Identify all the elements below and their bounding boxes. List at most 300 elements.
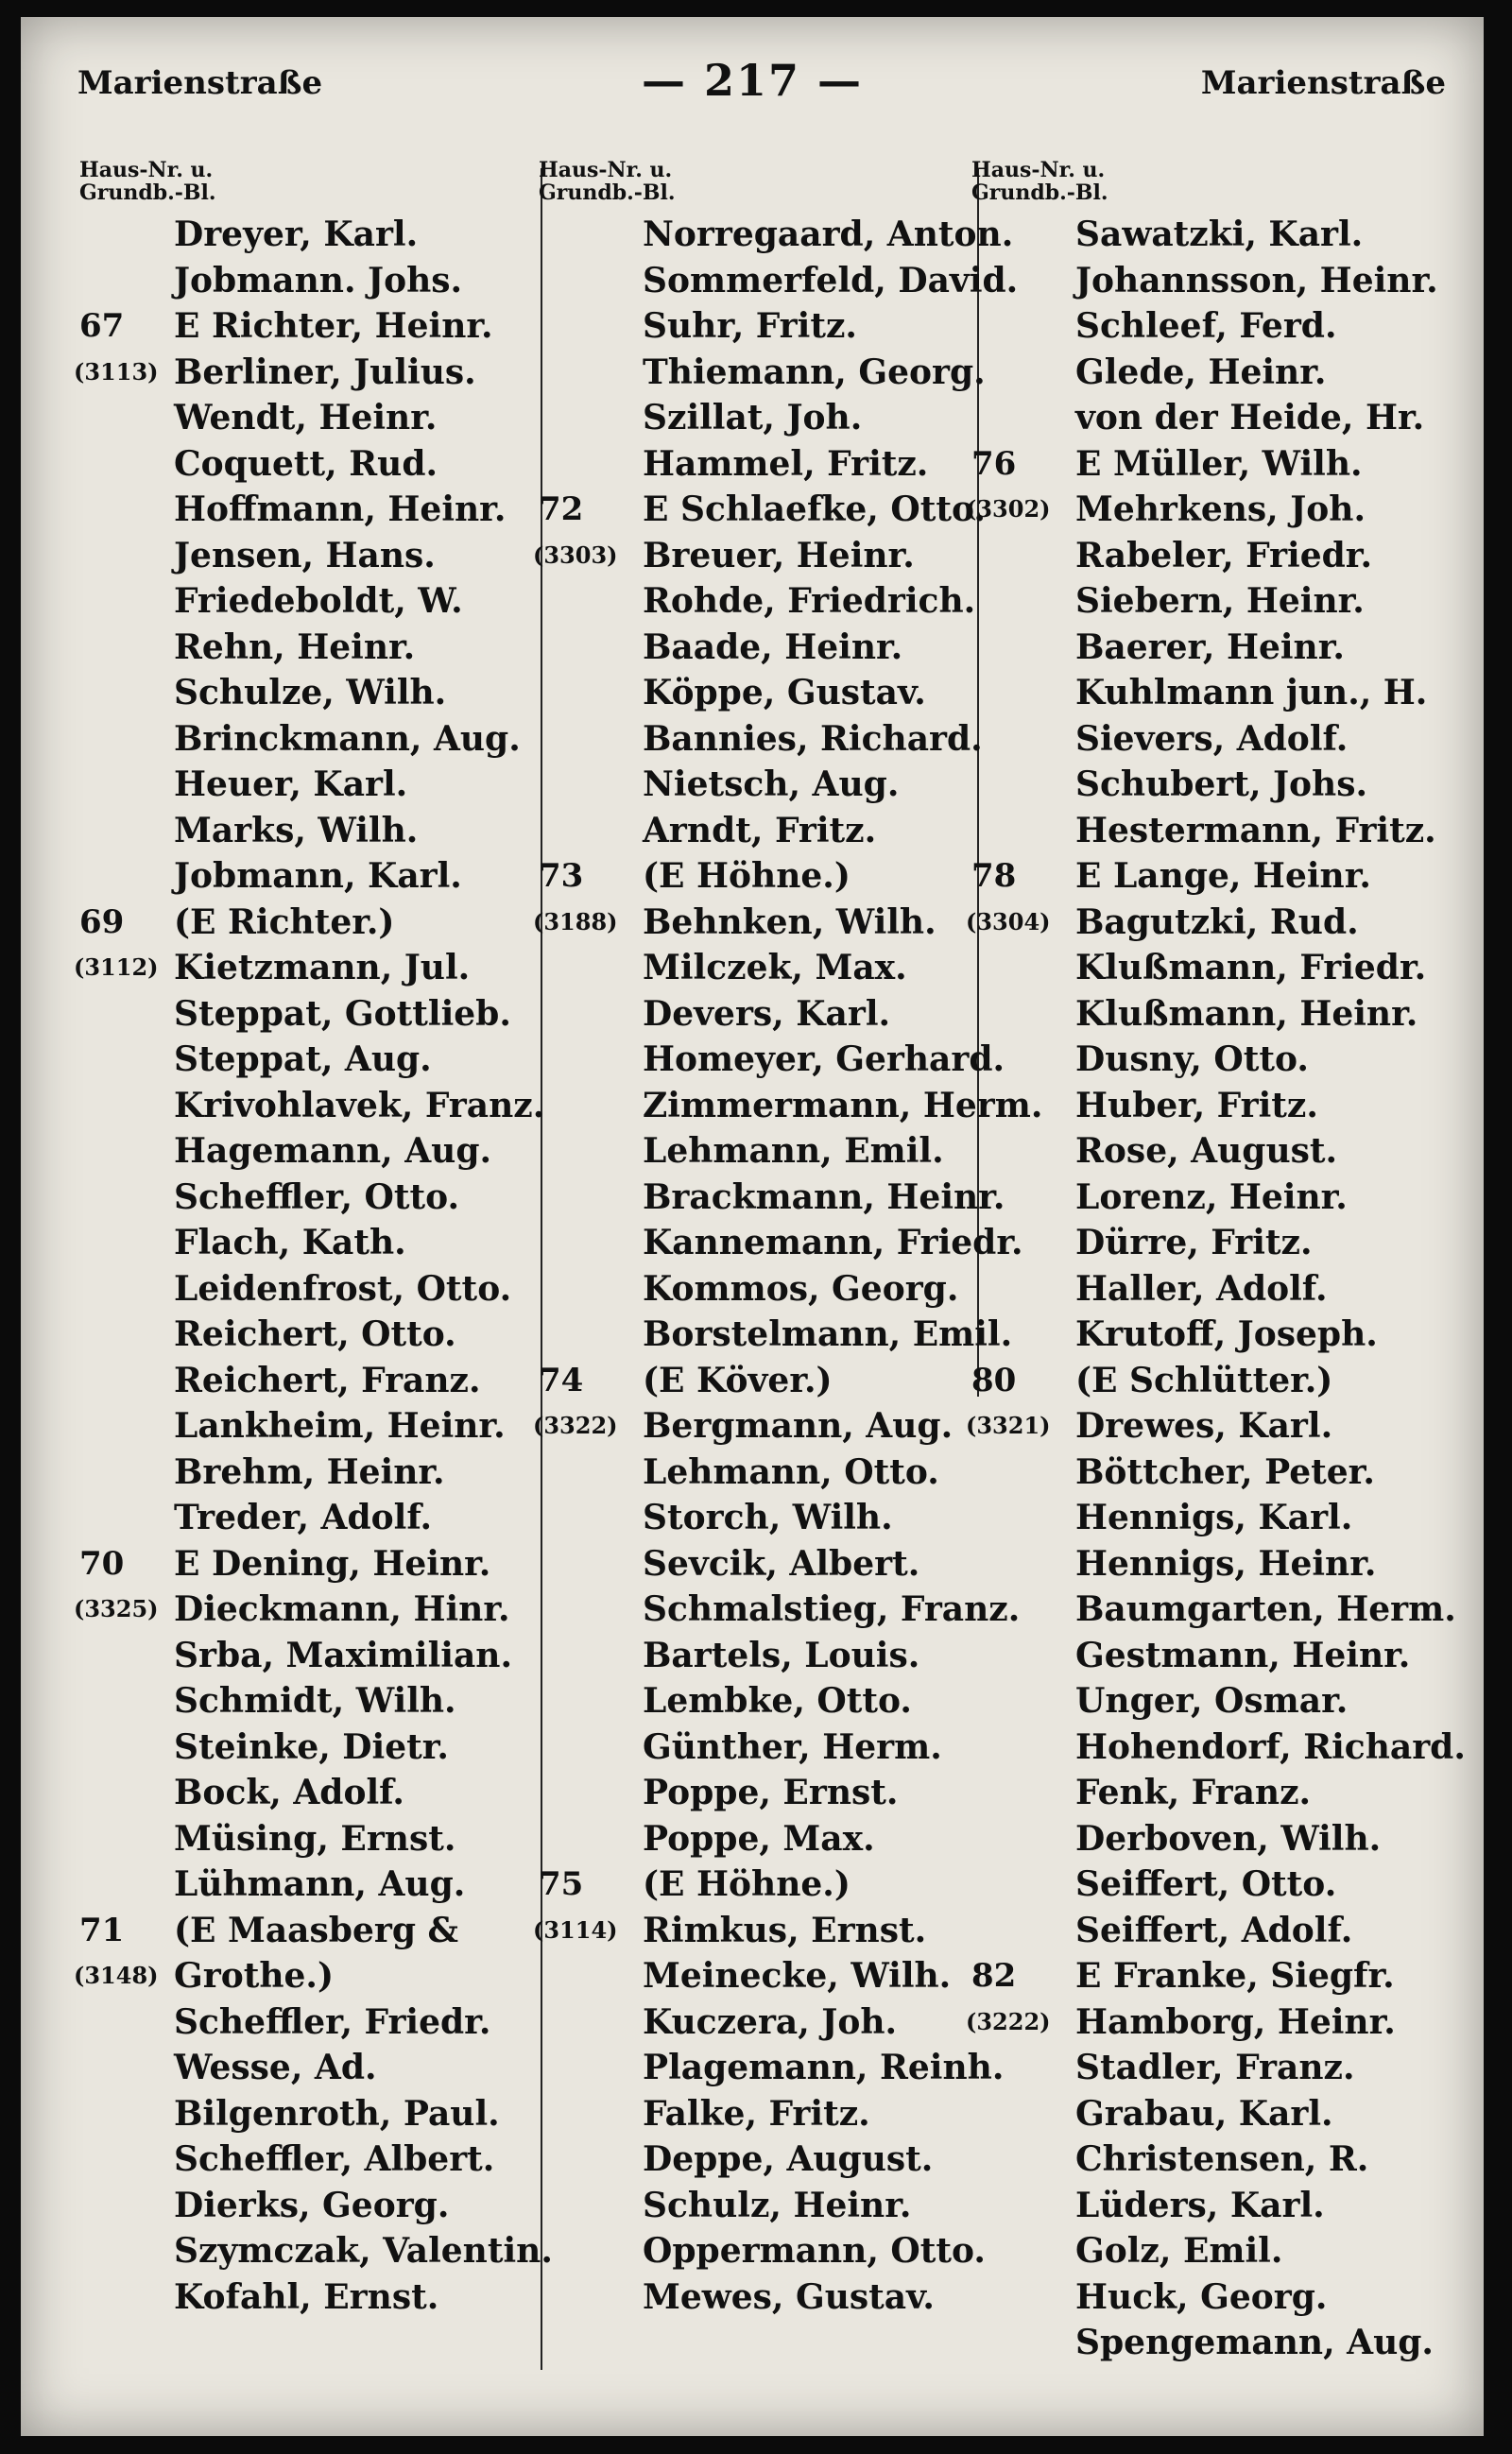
resident-name: Brackmann, Heinr.	[643, 1176, 1005, 1217]
list-item	[79, 1220, 542, 1266]
resident-name: Reichert, Otto.	[174, 1314, 456, 1354]
resident-name: Rabeler, Friedr.	[1075, 535, 1372, 575]
list-item	[971, 808, 1463, 854]
list-item	[971, 2137, 1463, 2183]
resident-name: Falke, Fritz.	[643, 2093, 870, 2134]
list-item	[79, 2274, 542, 2321]
column-header	[79, 159, 542, 208]
resident-name: Zimmermann, Herm.	[643, 1085, 1043, 1125]
list-item	[79, 1999, 542, 2046]
list-item	[539, 1266, 983, 1313]
list-item	[539, 2274, 983, 2321]
resident-name: (E Schlütter.)	[1075, 1360, 1333, 1400]
resident-name: Homeyer, Gerhard.	[643, 1039, 1005, 1079]
resident-name: E Schlaefke, Otto.	[643, 489, 986, 529]
list-item	[539, 762, 983, 808]
resident-name: Steppat, Gottlieb.	[174, 993, 511, 1034]
list-item	[539, 1358, 983, 1404]
column-header-line2: Grundb.-Bl.	[539, 180, 676, 205]
list-item	[971, 670, 1463, 716]
resident-name: Spengemann, Aug.	[1075, 2323, 1434, 2362]
list-item	[971, 303, 1463, 350]
resident-name: Unger, Osmar.	[1075, 1681, 1349, 1721]
list-item	[539, 2183, 983, 2229]
resident-name: Sievers, Adolf.	[1075, 718, 1349, 759]
resident-name: E Franke, Siegfr.	[1075, 1956, 1395, 1996]
resident-name: Hagemann, Aug.	[174, 1131, 492, 1171]
list-item	[539, 1633, 983, 1679]
list-item	[971, 853, 1463, 900]
list-item	[79, 991, 542, 1038]
running-head-left: Marienstraße	[77, 64, 323, 102]
list-item	[971, 1220, 1463, 1266]
list-item	[539, 212, 1014, 258]
list-item	[79, 441, 542, 488]
list-item	[74, 350, 542, 396]
resident-name: Kuhlmann jun., H.	[1075, 673, 1428, 712]
resident-name: Seiffert, Otto.	[1075, 1864, 1337, 1904]
list-item	[79, 2183, 542, 2229]
list-item	[533, 1403, 983, 1450]
list-item	[79, 2228, 553, 2274]
list-item	[971, 762, 1463, 808]
list-item	[539, 1862, 983, 1908]
list-item	[79, 1816, 542, 1862]
list-item	[971, 1725, 1466, 1771]
column-header	[971, 159, 1463, 208]
list-item	[79, 533, 542, 579]
list-item	[79, 1037, 542, 1083]
list-item	[971, 1358, 1463, 1404]
list-item	[971, 2228, 1463, 2274]
resident-name: Kietzmann, Jul.	[174, 948, 471, 987]
resident-name: Johannsson, Heinr.	[1075, 260, 1438, 300]
resident-name: Gestmann, Heinr.	[1075, 1635, 1411, 1675]
resident-name: Hennigs, Karl.	[1075, 1498, 1353, 1537]
list-item	[539, 258, 1019, 304]
list-item	[971, 2183, 1463, 2229]
list-item	[539, 2091, 983, 2137]
resident-name: Meinecke, Wilh.	[643, 1956, 952, 1996]
list-item	[539, 395, 983, 441]
resident-name: Dreyer, Karl.	[174, 215, 419, 254]
resident-name: Brehm, Heinr.	[174, 1451, 445, 1492]
list-item	[966, 1403, 1463, 1450]
list-item	[539, 1999, 983, 2046]
resident-name: Christensen, R.	[1075, 2139, 1369, 2179]
list-item	[79, 2137, 542, 2183]
resident-name: Grothe.)	[174, 1956, 334, 1996]
resident-name: Köppe, Gustav.	[643, 673, 926, 712]
resident-name: Steppat, Aug.	[174, 1039, 432, 1079]
list-item	[79, 2045, 542, 2091]
resident-name: Schulze, Wilh.	[174, 673, 447, 712]
resident-name: (E Maasberg &	[174, 1910, 459, 1950]
list-item	[539, 1816, 983, 1862]
list-item	[539, 1770, 983, 1816]
resident-name: Marks, Wilh.	[174, 810, 419, 850]
resident-name: Behnken, Wilh.	[643, 901, 936, 942]
list-item	[79, 1678, 542, 1725]
resident-name: Schubert, Johs.	[1075, 764, 1368, 804]
land-register-number: (3113)	[74, 357, 159, 386]
resident-name: Bannies, Richard.	[643, 718, 983, 759]
list-item	[539, 578, 983, 625]
list-item	[966, 1999, 1463, 2046]
resident-name: Glede, Heinr.	[1075, 352, 1327, 392]
list-item	[79, 808, 542, 854]
column-header-line1: Haus-Nr. u.	[539, 158, 673, 182]
list-item	[539, 1587, 1021, 1633]
list-item	[79, 853, 542, 900]
list-item	[79, 1725, 542, 1771]
house-number: 75	[539, 1865, 584, 1903]
house-number: 74	[539, 1361, 584, 1399]
list-item	[971, 1770, 1463, 1816]
resident-name: Klußmann, Friedr.	[1075, 948, 1427, 987]
resident-name: Steinke, Dietr.	[174, 1726, 449, 1767]
list-item	[79, 1128, 542, 1175]
list-item	[971, 533, 1463, 579]
list-item	[971, 2091, 1463, 2137]
list-item	[79, 395, 542, 441]
list-item	[539, 853, 983, 900]
resident-name: Schmalstieg, Franz.	[643, 1589, 1021, 1629]
resident-name: Jobmann. Johs.	[174, 260, 463, 300]
list-item	[971, 1495, 1463, 1541]
list-item	[74, 1587, 542, 1633]
land-register-number: (3114)	[533, 1915, 618, 1944]
house-number: 71	[79, 1911, 125, 1949]
column-1	[74, 158, 553, 2408]
resident-name: Sevcik, Albert.	[643, 1543, 920, 1584]
list-item	[971, 1633, 1463, 1679]
house-number: 67	[79, 307, 125, 345]
resident-name: Sawatzki, Karl.	[1075, 215, 1364, 254]
list-item	[74, 1953, 542, 1999]
house-number: 69	[79, 902, 125, 941]
list-item	[74, 945, 542, 991]
resident-name: Szymczak, Valentin.	[174, 2231, 553, 2271]
resident-name: Fenk, Franz.	[1075, 1773, 1312, 1812]
house-number: 80	[971, 1361, 1017, 1399]
resident-name: Breuer, Heinr.	[643, 535, 915, 575]
resident-name: Rose, August.	[1075, 1131, 1338, 1171]
resident-name: Dierks, Georg.	[174, 2185, 450, 2225]
resident-name: Sommerfeld, David.	[643, 260, 1019, 300]
resident-name: Bagutzki, Rud.	[1075, 901, 1359, 942]
resident-name: Deppe, August.	[643, 2139, 934, 2179]
list-item	[539, 1175, 1005, 1221]
resident-name: Bergmann, Aug.	[643, 1406, 954, 1446]
list-item	[539, 303, 983, 350]
resident-name: Hamborg, Heinr.	[1075, 2001, 1396, 2042]
land-register-number: (3188)	[533, 907, 618, 935]
column-header-line2: Grundb.-Bl.	[971, 180, 1108, 205]
resident-name: Brinckmann, Aug.	[174, 718, 521, 759]
resident-name: Heuer, Karl.	[174, 764, 408, 804]
resident-name: (E Höhne.)	[643, 856, 850, 896]
resident-name: Schleef, Ferd.	[1075, 306, 1337, 346]
resident-name: Srba, Maximilian.	[174, 1635, 512, 1675]
resident-name: Friedeboldt, W.	[174, 581, 463, 621]
list-item	[79, 1541, 542, 1587]
list-item	[971, 1816, 1463, 1862]
list-item	[971, 716, 1463, 763]
list-item	[79, 1495, 542, 1541]
list-item	[971, 1312, 1463, 1358]
list-item	[971, 1953, 1463, 1999]
resident-name: Wendt, Heinr.	[174, 398, 438, 438]
list-item	[539, 441, 983, 488]
resident-name: Lüders, Karl.	[1075, 2185, 1325, 2225]
resident-name: Wesse, Ad.	[174, 2048, 377, 2087]
land-register-number: (3321)	[966, 1412, 1051, 1439]
list-item	[971, 441, 1463, 488]
list-item	[79, 625, 542, 671]
list-item	[971, 945, 1463, 991]
resident-name: Dusny, Otto.	[1075, 1039, 1309, 1079]
list-item	[79, 670, 542, 716]
list-item	[971, 258, 1463, 304]
land-register-number: (3322)	[533, 1412, 618, 1439]
list-item	[79, 1266, 542, 1313]
resident-name: Rehn, Heinr.	[174, 626, 416, 667]
resident-name: Bilgenroth, Paul.	[174, 2093, 500, 2134]
list-item	[79, 1908, 542, 1954]
house-number: 82	[971, 1957, 1017, 1995]
list-item	[533, 900, 983, 946]
resident-name: Suhr, Fritz.	[643, 306, 857, 346]
resident-name: Berliner, Julius.	[174, 352, 476, 392]
resident-name: Krivohlavek, Franz.	[174, 1085, 545, 1125]
resident-name: Thiemann, Georg.	[643, 352, 986, 392]
page-number: — 217 —	[641, 55, 864, 106]
list-item	[971, 1037, 1463, 1083]
list-item	[539, 1953, 983, 1999]
list-item	[539, 1128, 983, 1175]
resident-name: Plagemann, Reinh.	[643, 2048, 1005, 2087]
resident-name: Schulz, Heinr.	[643, 2185, 912, 2225]
resident-name: Seiffert, Adolf.	[1075, 1910, 1353, 1950]
column-header-line1: Haus-Nr. u.	[971, 158, 1106, 182]
list-item	[971, 1908, 1463, 1954]
resident-name: Szillat, Joh.	[643, 398, 863, 438]
list-item	[79, 1862, 542, 1908]
resident-name: Bartels, Louis.	[643, 1635, 920, 1675]
resident-name: Nietsch, Aug.	[643, 764, 900, 804]
list-item	[971, 1541, 1463, 1587]
resident-name: Scheffler, Albert.	[174, 2139, 495, 2179]
resident-name: Lehmann, Emil.	[643, 1131, 944, 1171]
resident-name: Arndt, Fritz.	[643, 810, 877, 850]
resident-name: Jensen, Hans.	[174, 535, 436, 575]
resident-name: Borstelmann, Emil.	[643, 1314, 1013, 1354]
resident-name: Siebern, Heinr.	[1075, 581, 1365, 621]
house-number: 76	[971, 444, 1017, 483]
list-item	[533, 1908, 983, 1954]
land-register-number: (3303)	[533, 541, 618, 569]
resident-name: Lorenz, Heinr.	[1075, 1176, 1348, 1217]
list-item	[539, 1495, 983, 1541]
resident-name: Flach, Kath.	[174, 1223, 406, 1262]
resident-name: Baerer, Heinr.	[1075, 626, 1345, 667]
list-item	[971, 1450, 1463, 1496]
list-item	[971, 578, 1463, 625]
list-item	[79, 1633, 542, 1679]
list-item	[539, 991, 983, 1038]
list-item	[971, 625, 1463, 671]
resident-name: Rimkus, Ernst.	[643, 1910, 927, 1950]
list-item	[539, 1450, 983, 1496]
resident-name: Grabau, Karl.	[1075, 2093, 1333, 2134]
resident-name: Milczek, Max.	[643, 948, 907, 987]
resident-name: Lühmann, Aug.	[174, 1864, 466, 1904]
resident-name: Dieckmann, Hinr.	[174, 1589, 510, 1629]
resident-name: E Lange, Heinr.	[1075, 856, 1371, 896]
list-item	[539, 716, 983, 763]
resident-name: Haller, Adolf.	[1075, 1268, 1328, 1309]
resident-name: Baade, Heinr.	[643, 626, 903, 667]
list-item	[971, 1175, 1463, 1221]
list-item	[971, 2045, 1463, 2091]
resident-name: Drewes, Karl.	[1075, 1406, 1333, 1446]
list-item	[539, 2045, 1005, 2091]
resident-name: Hammel, Fritz.	[643, 443, 929, 484]
resident-name: Lembke, Otto.	[643, 1681, 912, 1721]
resident-name: Storch, Wilh.	[643, 1498, 893, 1537]
list-item	[539, 808, 983, 854]
list-item	[539, 1083, 1043, 1129]
list-item	[971, 1128, 1463, 1175]
resident-name: Kofahl, Ernst.	[174, 2276, 439, 2317]
resident-name: Stadler, Franz.	[1075, 2048, 1355, 2087]
list-item	[971, 1266, 1463, 1313]
land-register-number: (3304)	[966, 907, 1051, 935]
list-item	[539, 487, 986, 533]
list-item	[79, 487, 542, 533]
resident-name: Günther, Herm.	[643, 1726, 942, 1767]
resident-name: Oppermann, Otto.	[643, 2231, 986, 2271]
list-item	[971, 991, 1463, 1038]
list-item	[79, 212, 542, 258]
resident-name: E Müller, Wilh.	[1075, 443, 1363, 484]
resident-name: Böttcher, Peter.	[1075, 1451, 1375, 1492]
list-item	[966, 487, 1463, 533]
resident-name: Hennigs, Heinr.	[1075, 1543, 1377, 1584]
list-item	[971, 1862, 1463, 1908]
resident-name: (E Köver.)	[643, 1360, 833, 1400]
house-number: 73	[539, 857, 584, 895]
resident-name: Klußmann, Heinr.	[1075, 993, 1418, 1034]
resident-name: Huck, Georg.	[1075, 2276, 1328, 2317]
resident-name: Kommos, Georg.	[643, 1268, 959, 1309]
column-3	[966, 158, 1466, 2408]
list-item	[539, 670, 983, 716]
resident-name: Bock, Adolf.	[174, 1773, 404, 1812]
resident-name: Krutoff, Joseph.	[1075, 1314, 1378, 1354]
list-item	[539, 1220, 1023, 1266]
list-item	[539, 625, 983, 671]
list-item	[79, 1083, 545, 1129]
list-item	[539, 1725, 983, 1771]
resident-name: E Richter, Heinr.	[174, 306, 493, 346]
column-header	[539, 159, 983, 208]
resident-name: Mewes, Gustav.	[643, 2276, 935, 2317]
directory-page	[21, 17, 1484, 2436]
list-item	[539, 350, 986, 396]
resident-name: (E Richter.)	[174, 901, 395, 942]
list-item	[79, 303, 542, 350]
list-item	[971, 1678, 1463, 1725]
resident-name: Scheffler, Friedr.	[174, 2001, 491, 2042]
list-item	[971, 2320, 1463, 2366]
resident-name: Hestermann, Fritz.	[1075, 810, 1436, 850]
resident-name: Müsing, Ernst.	[174, 1818, 456, 1859]
list-item	[539, 1037, 1005, 1083]
list-item	[539, 2228, 986, 2274]
list-item	[79, 1312, 542, 1358]
list-item	[79, 900, 542, 946]
resident-name: Jobmann, Karl.	[174, 856, 462, 896]
resident-name: Poppe, Ernst.	[643, 1773, 899, 1812]
land-register-number: (3325)	[74, 1595, 159, 1622]
resident-name: Dürre, Fritz.	[1075, 1223, 1313, 1262]
list-item	[971, 2274, 1463, 2321]
list-item	[79, 1770, 542, 1816]
house-number: 70	[79, 1544, 125, 1583]
land-register-number: (3148)	[74, 1962, 159, 1989]
resident-name: Schmidt, Wilh.	[174, 1681, 456, 1721]
resident-name: (E Höhne.)	[643, 1864, 850, 1904]
list-item	[539, 1678, 983, 1725]
list-item	[539, 945, 983, 991]
resident-name: Coquett, Rud.	[174, 443, 438, 484]
list-item	[79, 1175, 542, 1221]
resident-name: Derboven, Wilh.	[1075, 1818, 1382, 1859]
list-item	[971, 1587, 1463, 1633]
resident-name: Golz, Emil.	[1075, 2231, 1283, 2271]
resident-name: von der Heide, Hr.	[1075, 398, 1425, 438]
list-item	[79, 1450, 542, 1496]
list-item	[971, 1083, 1463, 1129]
resident-name: Kannemann, Friedr.	[643, 1223, 1023, 1262]
list-item	[79, 716, 542, 763]
resident-name: Lankheim, Heinr.	[174, 1406, 506, 1446]
list-item	[539, 1541, 983, 1587]
running-head-right: Marienstraße	[1200, 64, 1446, 102]
list-item	[971, 350, 1463, 396]
resident-name: Mehrkens, Joh.	[1075, 489, 1366, 529]
resident-name: Treder, Adolf.	[174, 1498, 433, 1537]
resident-name: Hoffmann, Heinr.	[174, 489, 507, 529]
resident-name: Leidenfrost, Otto.	[174, 1268, 512, 1309]
resident-name: Hohendorf, Richard.	[1075, 1726, 1466, 1767]
list-item	[79, 258, 542, 304]
list-item	[539, 1312, 1013, 1358]
resident-name: Kuczera, Joh.	[643, 2001, 898, 2042]
list-item	[79, 762, 542, 808]
resident-name: Scheffler, Otto.	[174, 1176, 460, 1217]
column-header-line1: Haus-Nr. u.	[79, 158, 214, 182]
land-register-number: (3222)	[966, 2007, 1051, 2035]
resident-name: Huber, Fritz.	[1075, 1085, 1318, 1125]
land-register-number: (3302)	[966, 495, 1051, 523]
list-item	[971, 212, 1463, 258]
list-item	[79, 1403, 542, 1450]
resident-name: E Dening, Heinr.	[174, 1543, 491, 1584]
resident-name: Lehmann, Otto.	[643, 1451, 939, 1492]
